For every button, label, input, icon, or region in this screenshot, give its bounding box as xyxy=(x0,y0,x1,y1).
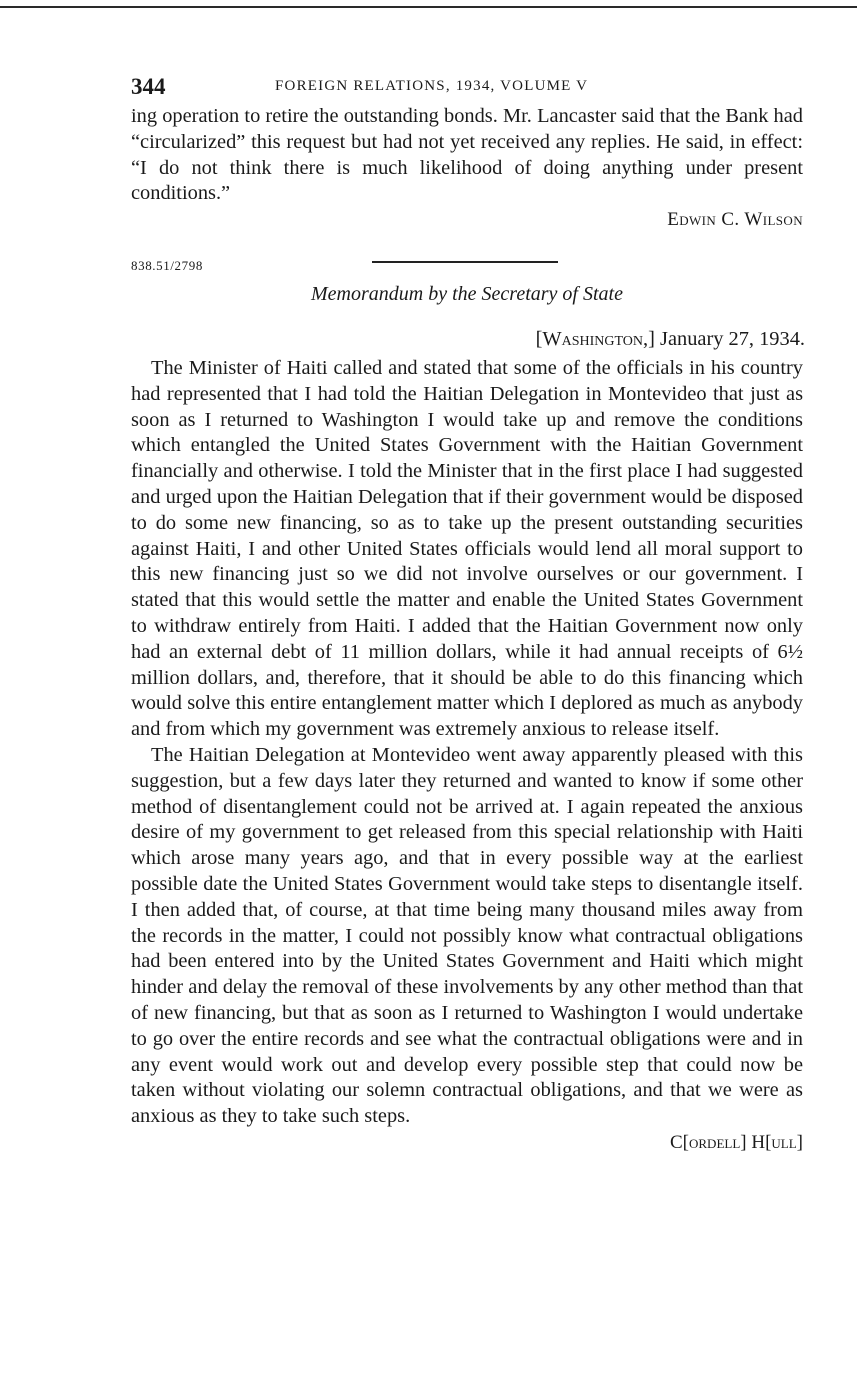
memo-paragraph-2: The Haitian Delegation at Montevideo went away apparently pleased with this suggestion, but a few days later they returned and wanted to know if some other method of disentanglement could not be arrived at. I again repeated the anxious desire of my government to get released from this special relationship with Haiti which arose many years ago, and that in every possible way at the earliest possible date the United States Government would take steps to disentangle itself. I then added that, of course, at that time being many thousand miles away from the records in the matter, I could not possibly know what contractual obligations had been entered into by the United States Government and Haiti which might hinder and delay the removal of these involvements by any other method than that of new financing, but that as soon as I returned to Washington I would undertake to go over the entire records and see what the contractual obligations were and in any event would work out and develop every possible step that could now be taken without violating our solemn contractual obligations, and that we were as anxious as they to take such steps. xyxy=(131,743,803,1128)
memo-paragraph-1: The Minister of Haiti called and stated that some of the officials in his country had represented that I had told the Haitian Delegation in Montevideo that just as soon as I returned to Washington I would take up and remove the conditions which entangled the United States Government with the Haitian Government financially and otherwise. I told the Minister that in the first place I had suggested and urged upon the Haitian Delegation that if their government would be disposed to do some new financing, so as to take up the present outstanding securities against Haiti, I and other United States officials would lend all moral support to this new financing just so we did not involve ourselves or our government. I stated that this would settle the matter and enable the United States Government to withdraw entirely from Haiti. I added that the Haitian Government now only had an external debt of 11 million dollars, while it had annual receipts of 6½ million dollars, and, therefore, that it should be able to do this financing which would solve this entire entanglement matter which I deplored as much as anybody and from which my government was extremely anxious to release itself. xyxy=(131,357,803,741)
top-rule xyxy=(0,6,857,8)
memo-signature: C[ordell] H[ull] xyxy=(670,1131,803,1153)
file-number: 838.51/2798 xyxy=(131,258,203,273)
document-page xyxy=(131,70,805,1153)
dateline-place: [Washington,] xyxy=(535,328,655,350)
running-head xyxy=(131,70,803,104)
page-number: 344 xyxy=(131,74,166,99)
memo-body xyxy=(131,356,803,1156)
continuation-signature: Edwin C. Wilson xyxy=(667,209,803,231)
continuation-paragraph: ing operation to retire the outstanding bonds. Mr. Lancaster said that the Bank had “circularized” this request but had not yet received any replies. He said, in effect: “I do not think there is much likelihood of doing anything under present conditions.” xyxy=(131,105,803,205)
memo-dateline xyxy=(536,328,805,351)
running-head-title: FOREIGN RELATIONS, 1934, VOLUME V xyxy=(275,78,589,94)
memo-title: Memorandum by the Secretary of State xyxy=(311,283,623,305)
dateline-date: January 27, 1934. xyxy=(654,328,805,350)
section-separator xyxy=(372,261,558,263)
